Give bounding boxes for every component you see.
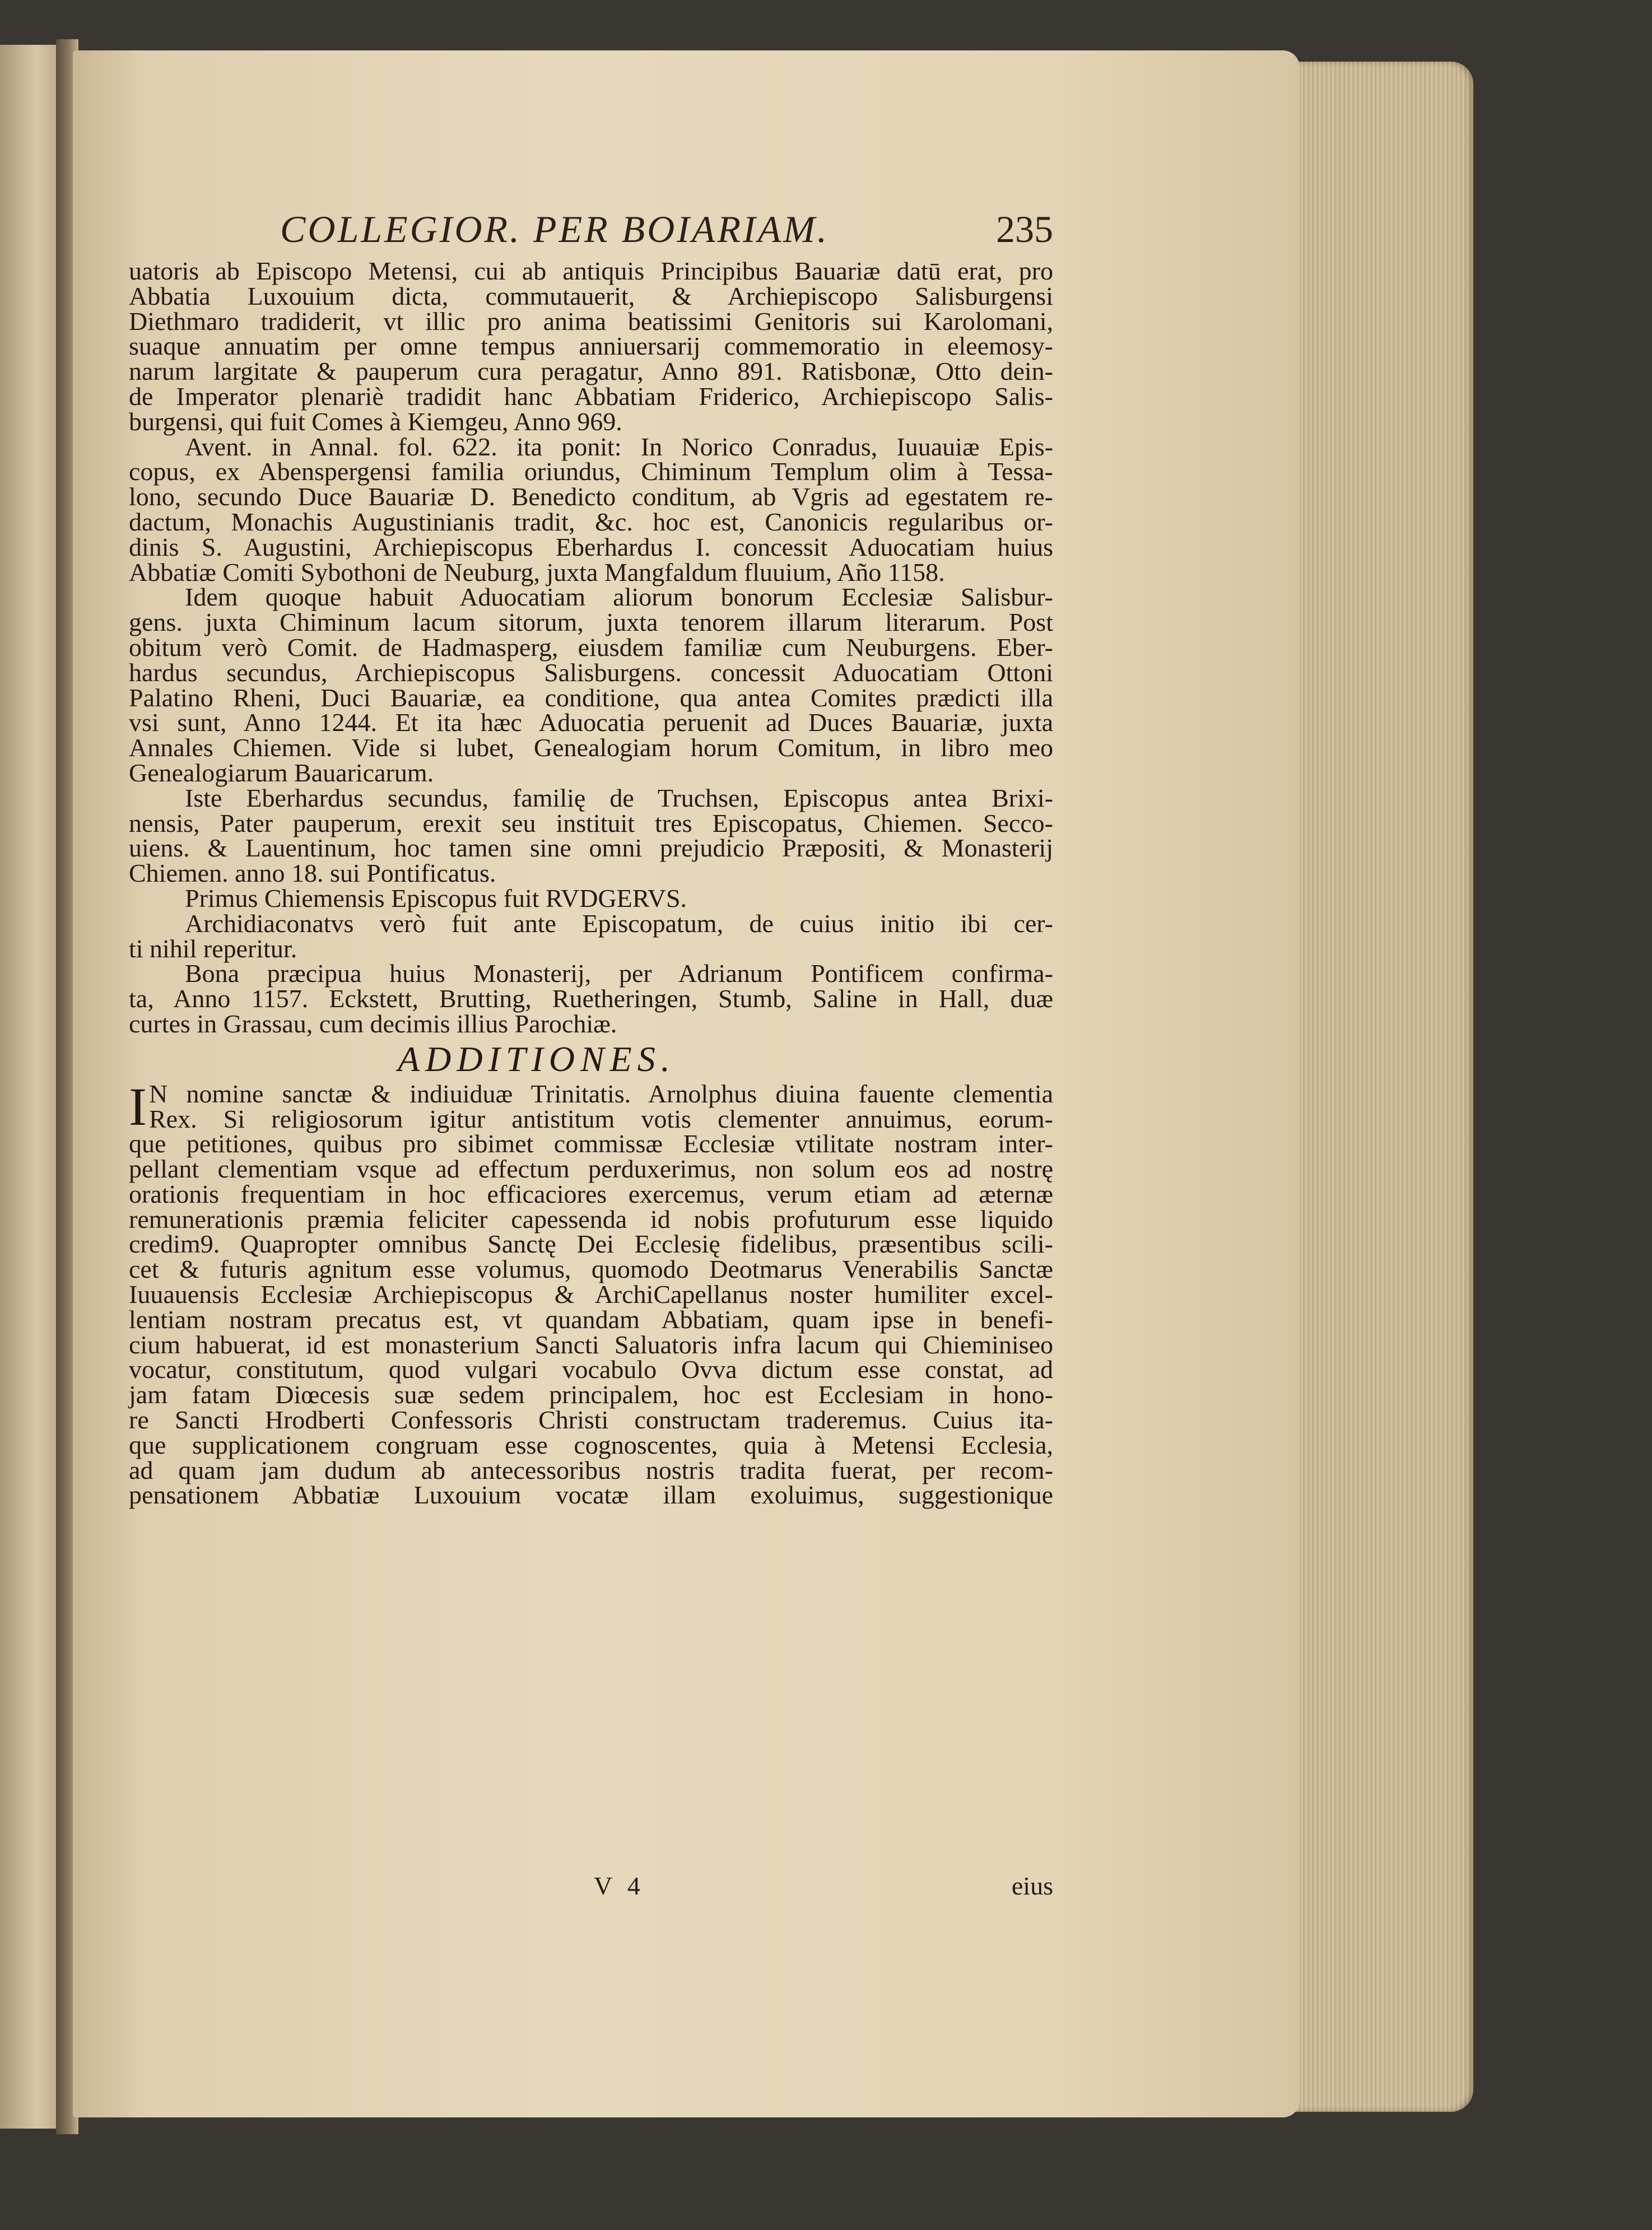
text-line: credim9. Quapropter omnibus Sanctę Dei Ecclesię fidelibus, præsentibus scili-: [129, 1230, 1053, 1259]
main-text: [129, 259, 1053, 1508]
text-line: lono, secundo Duce Bauariæ D. Benedicto conditum, ab Vgris ad egestatem re-: [129, 482, 1053, 511]
running-title: COLLEGIOR. PER BOIARIAM.: [280, 208, 829, 250]
page-footer: [129, 1871, 1053, 1905]
text-line: copus, ex Abenspergensi familia oriundus, Chiminum Templum olim à Tessa-: [129, 457, 1053, 486]
text-line: Palatino Rheni, Duci Bauariæ, ea conditione, qua antea Comites prædicti illa: [129, 683, 1053, 712]
text-line: nensis, Pater pauperum, erexit seu instituit tres Episcopatus, Chiemen. Secco-: [129, 808, 1053, 837]
text-line: obitum verò Comit. de Hadmasperg, eiusdem familiæ cum Neuburgens. Eber-: [129, 632, 1053, 662]
text-line: dactum, Monachis Augustinianis tradit, &c. hoc est, Canonicis regularibus or-: [129, 507, 1053, 536]
text-line: hardus secundus, Archiepiscopus Salisburgens. concessit Aduocatiam Ottoni: [129, 658, 1053, 687]
page-number: 235: [996, 208, 1053, 250]
additiones-text: [129, 1076, 1053, 1510]
text-line: suaque annuatim per omne tempus anniuersarij commemoratio in eleemosy-: [129, 332, 1053, 361]
text-line: Primus Chiemensis Episcopus fuit RVDGERVS.: [185, 883, 687, 913]
text-line: cet & futuris agnitum esse volumus, quomodo Deotmarus Venerabilis Sanctæ: [129, 1255, 1053, 1284]
drop-cap: I: [129, 1076, 147, 1137]
text-line: Bona præcipua huius Monasterij, per Adrianum Pontificem confirma-: [185, 959, 1053, 988]
text-line: curtes in Grassau, cum decimis illius Parochiæ.: [129, 1009, 617, 1038]
text-line: burgensi, qui fuit Comes à Kiemgeu, Anno 969.: [129, 407, 622, 436]
text-line: ad quam jam dudum ab antecessoribus nostris tradita fuerat, per recom-: [129, 1455, 1053, 1484]
text-line: uatoris ab Episcopo Metensi, cui ab antiquis Principibus Bauariæ datū erat, pro: [129, 257, 1053, 285]
text-line: cium habuerat, id est monasterium Sancti Saluatoris infra lacum qui Chieminiseo: [129, 1330, 1053, 1359]
additiones-heading: ADDITIONES.: [398, 1039, 676, 1079]
text-line: Diethmaro tradiderit, vt illic pro anima beatissimi Genitoris sui Karolomani,: [129, 306, 1053, 336]
text-line: re Sancti Hrodberti Confessoris Christi constructam traderemus. Cuius ita-: [129, 1405, 1053, 1435]
text-line: pellant clementiam vsque ad effectum perduxerimus, non solum eos ad nostrę: [129, 1154, 1053, 1184]
text-line: orationis frequentiam in hoc efficaciores exercemus, verum etiam ad æternæ: [129, 1179, 1053, 1208]
text-line: Rex. Si religiosorum igitur antistitum votis clementer annuimus, eorum-: [148, 1104, 1053, 1133]
text-line: Genealogiarum Bauaricarum.: [129, 758, 434, 787]
text-line: narum largitate & pauperum cura peragatur, Anno 891. Ratisbonæ, Otto dein-: [129, 357, 1053, 386]
catchword: eius: [1011, 1871, 1053, 1900]
text-line: de Imperator plenariè tradidit hanc Abbatiam Friderico, Archiepiscopo Salis-: [129, 381, 1053, 411]
text-line: jam fatam Diœcesis suæ sedem principalem, hoc est Ecclesiam in hono-: [129, 1380, 1053, 1409]
text-line: Archidiaconatvs verò fuit ante Episcopatum, de cuius initio ibi cer-: [185, 909, 1053, 938]
page-stack-edge: [1283, 62, 1473, 2112]
text-line: Iuuauensis Ecclesiæ Archiepiscopus & ArchiCapellanus noster humiliter excel-: [129, 1280, 1053, 1309]
text-line: pensationem Abbatiæ Luxouium vocatæ illam exoluimus, suggestionique: [129, 1481, 1053, 1510]
text-line: que supplicationem congruam esse cognoscentes, quia à Metensi Ecclesia,: [129, 1430, 1053, 1459]
body-paragraphs: [129, 259, 1053, 1037]
text-line: Avent. in Annal. fol. 622. ita ponit: In Norico Conradus, Iuuauiæ Epis-: [185, 432, 1053, 461]
text-line: Idem quoque habuit Aduocatiam aliorum bonorum Ecclesiæ Salisbur-: [185, 583, 1053, 612]
left-page-edge: [0, 45, 62, 2129]
text-line: ti nihil reperitur.: [129, 934, 297, 963]
text-line: Abbatia Luxouium dicta, commutauerit, & Archiepiscopo Salisburgensi: [129, 281, 1053, 310]
text-line: remunerationis præmia feliciter capessenda id nobis profuturum esse liquido: [129, 1204, 1053, 1233]
text-line: gens. juxta Chiminum lacum sitorum, juxta tenorem illarum literarum. Post: [129, 608, 1053, 637]
text-line: Chiemen. anno 18. sui Pontificatus.: [129, 859, 496, 888]
text-line: Iste Eberhardus secundus, familię de Truchsen, Episcopus antea Brixi-: [185, 783, 1053, 812]
page-header: [280, 207, 1053, 263]
text-line: ta, Anno 1157. Eckstett, Brutting, Ruetheringen, Stumb, Saline in Hall, duæ: [129, 984, 1053, 1013]
text-line: vocatur, constitutum, quod vulgari vocabulo Ovva dictum esse constat, ad: [129, 1355, 1053, 1384]
text-line: Annales Chiemen. Vide si lubet, Genealogiam horum Comitum, in libro meo: [129, 733, 1053, 762]
text-line: uiens. & Lauentinum, hoc tamen sine omni prejudicio Præpositi, & Monasterij: [129, 834, 1053, 863]
text-line: que petitiones, quibus pro sibimet commissæ Ecclesiæ vtilitate nostram inter-: [129, 1129, 1053, 1158]
text-line: dinis S. Augustini, Archiepiscopus Eberhardus I. concessit Aduocatiam huius: [129, 532, 1053, 561]
text-line: lentiam nostram precatus est, vt quandam Abbatiam, quam ipse in benefi-: [129, 1305, 1053, 1334]
signature-mark: V 4: [594, 1871, 645, 1900]
text-line: Abbatiæ Comiti Sybothoni de Neuburg, juxta Mangfaldum fluuium, Año 1158.: [129, 557, 945, 586]
text-line: N nomine sanctæ & indiuiduæ Trinitatis. Arnolphus diuina fauente clementia: [148, 1079, 1053, 1108]
text-line: vsi sunt, Anno 1244. Et ita hæc Aduocatia peruenit ad Duces Bauariæ, juxta: [129, 708, 1053, 737]
